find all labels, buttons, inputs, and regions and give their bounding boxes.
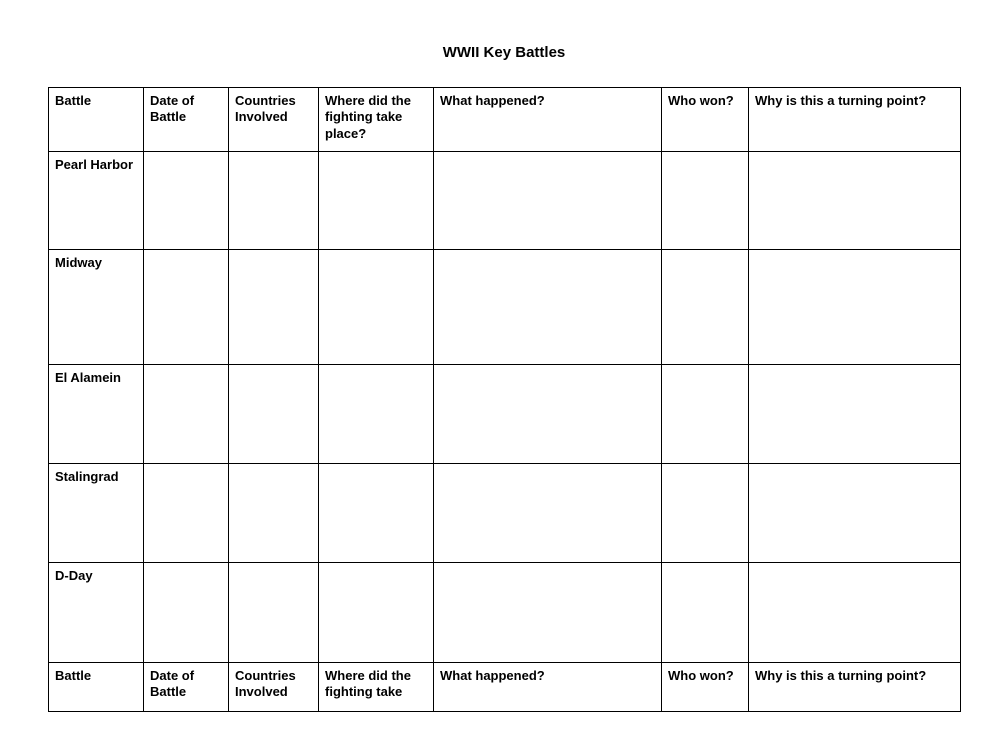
battle-name-cell: D-Day xyxy=(49,563,144,663)
table-cell-where xyxy=(319,250,434,365)
table-cell-date xyxy=(144,250,229,365)
battle-name-cell: Midway xyxy=(49,250,144,365)
table-row-el-alamein xyxy=(49,365,961,464)
table-cell-date xyxy=(144,152,229,250)
header-cell-where: Where did the fighting take place? xyxy=(319,88,434,152)
footer-cell-where: Where did the fighting take xyxy=(319,663,434,712)
table-cell-where xyxy=(319,464,434,563)
table-cell-countries xyxy=(229,152,319,250)
table-cell-what-happened xyxy=(434,563,662,663)
table-row-midway xyxy=(49,250,961,365)
table-row-stalingrad xyxy=(49,464,961,563)
table-cell-date xyxy=(144,563,229,663)
table-cell-turning-point xyxy=(749,365,961,464)
table-cell-countries xyxy=(229,250,319,365)
document-title: WWII Key Battles xyxy=(442,44,566,61)
table-cell-date xyxy=(144,464,229,563)
table-cell-date xyxy=(144,365,229,464)
header-cell-turning-point: Why is this a turning point? xyxy=(749,88,961,152)
table-cell-who-won xyxy=(662,464,749,563)
footer-cell-who-won: Who won? xyxy=(662,663,749,712)
table-header-row xyxy=(49,88,961,152)
footer-cell-what-happened: What happened? xyxy=(434,663,662,712)
table-cell-where xyxy=(319,563,434,663)
table-cell-what-happened xyxy=(434,152,662,250)
table-cell-turning-point xyxy=(749,464,961,563)
header-cell-battle: Battle xyxy=(49,88,144,152)
table-cell-what-happened xyxy=(434,365,662,464)
battle-name-cell: Stalingrad xyxy=(49,464,144,563)
footer-cell-battle: Battle xyxy=(49,663,144,712)
table-cell-where xyxy=(319,152,434,250)
table-row-d-day xyxy=(49,563,961,663)
table-cell-countries xyxy=(229,464,319,563)
battle-name-cell: El Alamein xyxy=(49,365,144,464)
header-cell-what-happened: What happened? xyxy=(434,88,662,152)
table-cell-turning-point xyxy=(749,563,961,663)
table-cell-who-won xyxy=(662,365,749,464)
table-row-pearl-harbor xyxy=(49,152,961,250)
table-cell-where xyxy=(319,365,434,464)
table-cell-who-won xyxy=(662,563,749,663)
table-cell-who-won xyxy=(662,250,749,365)
table-footer-header-row xyxy=(49,663,961,712)
table-cell-turning-point xyxy=(749,250,961,365)
battle-name-cell: Pearl Harbor xyxy=(49,152,144,250)
table-cell-what-happened xyxy=(434,250,662,365)
table-cell-countries xyxy=(229,365,319,464)
header-cell-date: Date of Battle xyxy=(144,88,229,152)
battles-table xyxy=(48,87,961,712)
footer-cell-date: Date of Battle xyxy=(144,663,229,712)
table-cell-who-won xyxy=(662,152,749,250)
footer-cell-turning-point: Why is this a turning point? xyxy=(749,663,961,712)
header-cell-who-won: Who won? xyxy=(662,88,749,152)
table-cell-turning-point xyxy=(749,152,961,250)
table-cell-what-happened xyxy=(434,464,662,563)
header-cell-countries: Countries Involved xyxy=(229,88,319,152)
footer-cell-countries: Countries Involved xyxy=(229,663,319,712)
table-cell-countries xyxy=(229,563,319,663)
